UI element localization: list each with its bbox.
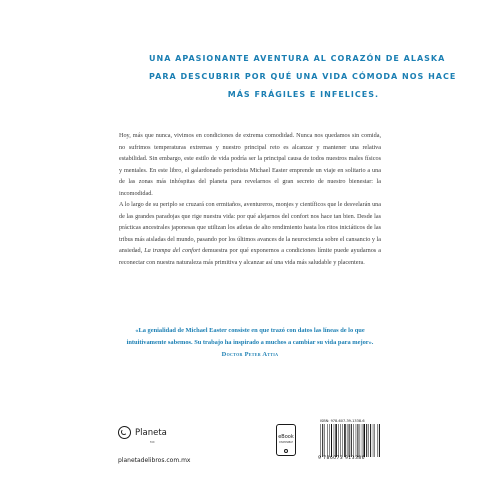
barcode-bar	[373, 424, 374, 457]
barcode-bar	[335, 424, 337, 457]
tagline-line-2: PARA DESCUBRIR POR QUÉ UNA VIDA CÓMODA NOS HACE	[149, 72, 457, 81]
barcode-bar	[379, 424, 380, 457]
tagline-line-1: UNA APASIONANTE AVENTURA AL CORAZÓN DE ALASKA	[149, 54, 446, 63]
barcode-bar	[351, 424, 352, 457]
ebook-sub: DISPONIBLE	[279, 441, 293, 444]
barcode-bar	[349, 424, 350, 457]
barcode-bar	[344, 424, 346, 457]
blurb-text: «La genialidad de Michael Easter consiste en que trazó con datos las líneas de lo que intuitivamente sabemos. Su trabajo ha inspirado a muchos a cambiar su vida para mejor».	[126, 327, 374, 346]
barcode-bar	[357, 424, 358, 457]
barcode-bar	[340, 424, 341, 457]
barcode-bar	[347, 424, 348, 457]
barcode	[320, 424, 380, 457]
home-button-icon	[284, 449, 288, 453]
barcode-bar	[377, 424, 378, 457]
planeta-logo-icon	[118, 426, 131, 439]
barcode-bar	[342, 424, 343, 457]
barcode-bar	[370, 424, 371, 457]
publisher-website: planetadelibros.com.mx	[118, 457, 191, 464]
synopsis-paragraph-2-start: A lo largo de su periplo se cruzará con ermitaños, aventureros, monjes y científicos que le desvelarán una de las grandes paradojas que rige nuestra vida: por qué alejarnos del confort nos hace tan bien. Desde las prácticas ancestrales japonesas que utilizan los atletas de alto rendimiento hasta los ritos iniciáticos de las tribus más aisladas del mundo, pasando por los últimos avances de la neurociencia sobre el cansancio y la ansiedad,	[119, 201, 381, 255]
barcode-bar	[360, 424, 361, 457]
ebook-badge	[276, 424, 296, 456]
barcode-bar	[364, 424, 366, 457]
barcode-bar	[375, 424, 376, 457]
barcode-bar	[329, 424, 330, 457]
barcode-bar	[327, 424, 328, 457]
synopsis-paragraph-1: Hoy, más que nunca, vivimos en condiciones de extrema comodidad. Nunca nos quedamos sin comida, no sufrimos temperaturas extremas y nuestro principal reto es alcanzar y mantener una relativa estabilidad. Sin embargo, este estilo de vida podría ser la principal causa de todos nuestros males físicos y mentales. En este libro, el galardonado periodista Michael Easter emprende un viaje en solitario a una de las zonas más inhóspitas del planeta para revelarnos el gran secreto de nuestro bienestar: la incomodidad.	[119, 132, 381, 197]
barcode-bar	[356, 424, 357, 457]
synopsis-paragraph-2-end: demuestra por qué exponernos a condiciones límite puede ayudarnos a reconectar con nuestra naturaleza más primitiva y alcanzar así una vida más saludable y placentera.	[119, 247, 381, 266]
barcode-bars	[320, 424, 380, 457]
book-title-inline: La trampa del confort	[144, 247, 201, 255]
ebook-label: eBook	[278, 434, 294, 440]
barcode-bar	[324, 424, 325, 457]
blurb-source: Doctor Peter Attia	[221, 350, 279, 358]
barcode-bar	[334, 424, 335, 457]
barcode-bar	[368, 424, 369, 457]
blurb-quote	[119, 325, 381, 360]
tagline	[149, 50, 457, 104]
publisher-logo	[118, 426, 167, 439]
barcode-bar	[353, 424, 354, 457]
tagline-line-3: MÁS FRÁGILES E INFELICES.	[227, 90, 379, 99]
barcode-bar	[362, 424, 363, 457]
isbn: ISBN: 978-607-39-1338-6	[320, 419, 365, 423]
barcode-bar	[321, 424, 322, 457]
barcode-bar	[322, 424, 323, 457]
publisher-name: Planeta	[135, 427, 167, 438]
synopsis-paragraph-2	[119, 199, 381, 269]
publisher-region: MX	[150, 440, 155, 444]
barcode-digits: 9 786073 913386	[318, 456, 365, 461]
barcode-bar	[331, 424, 332, 457]
barcode-bar	[338, 424, 339, 457]
barcode-bar	[366, 424, 367, 457]
